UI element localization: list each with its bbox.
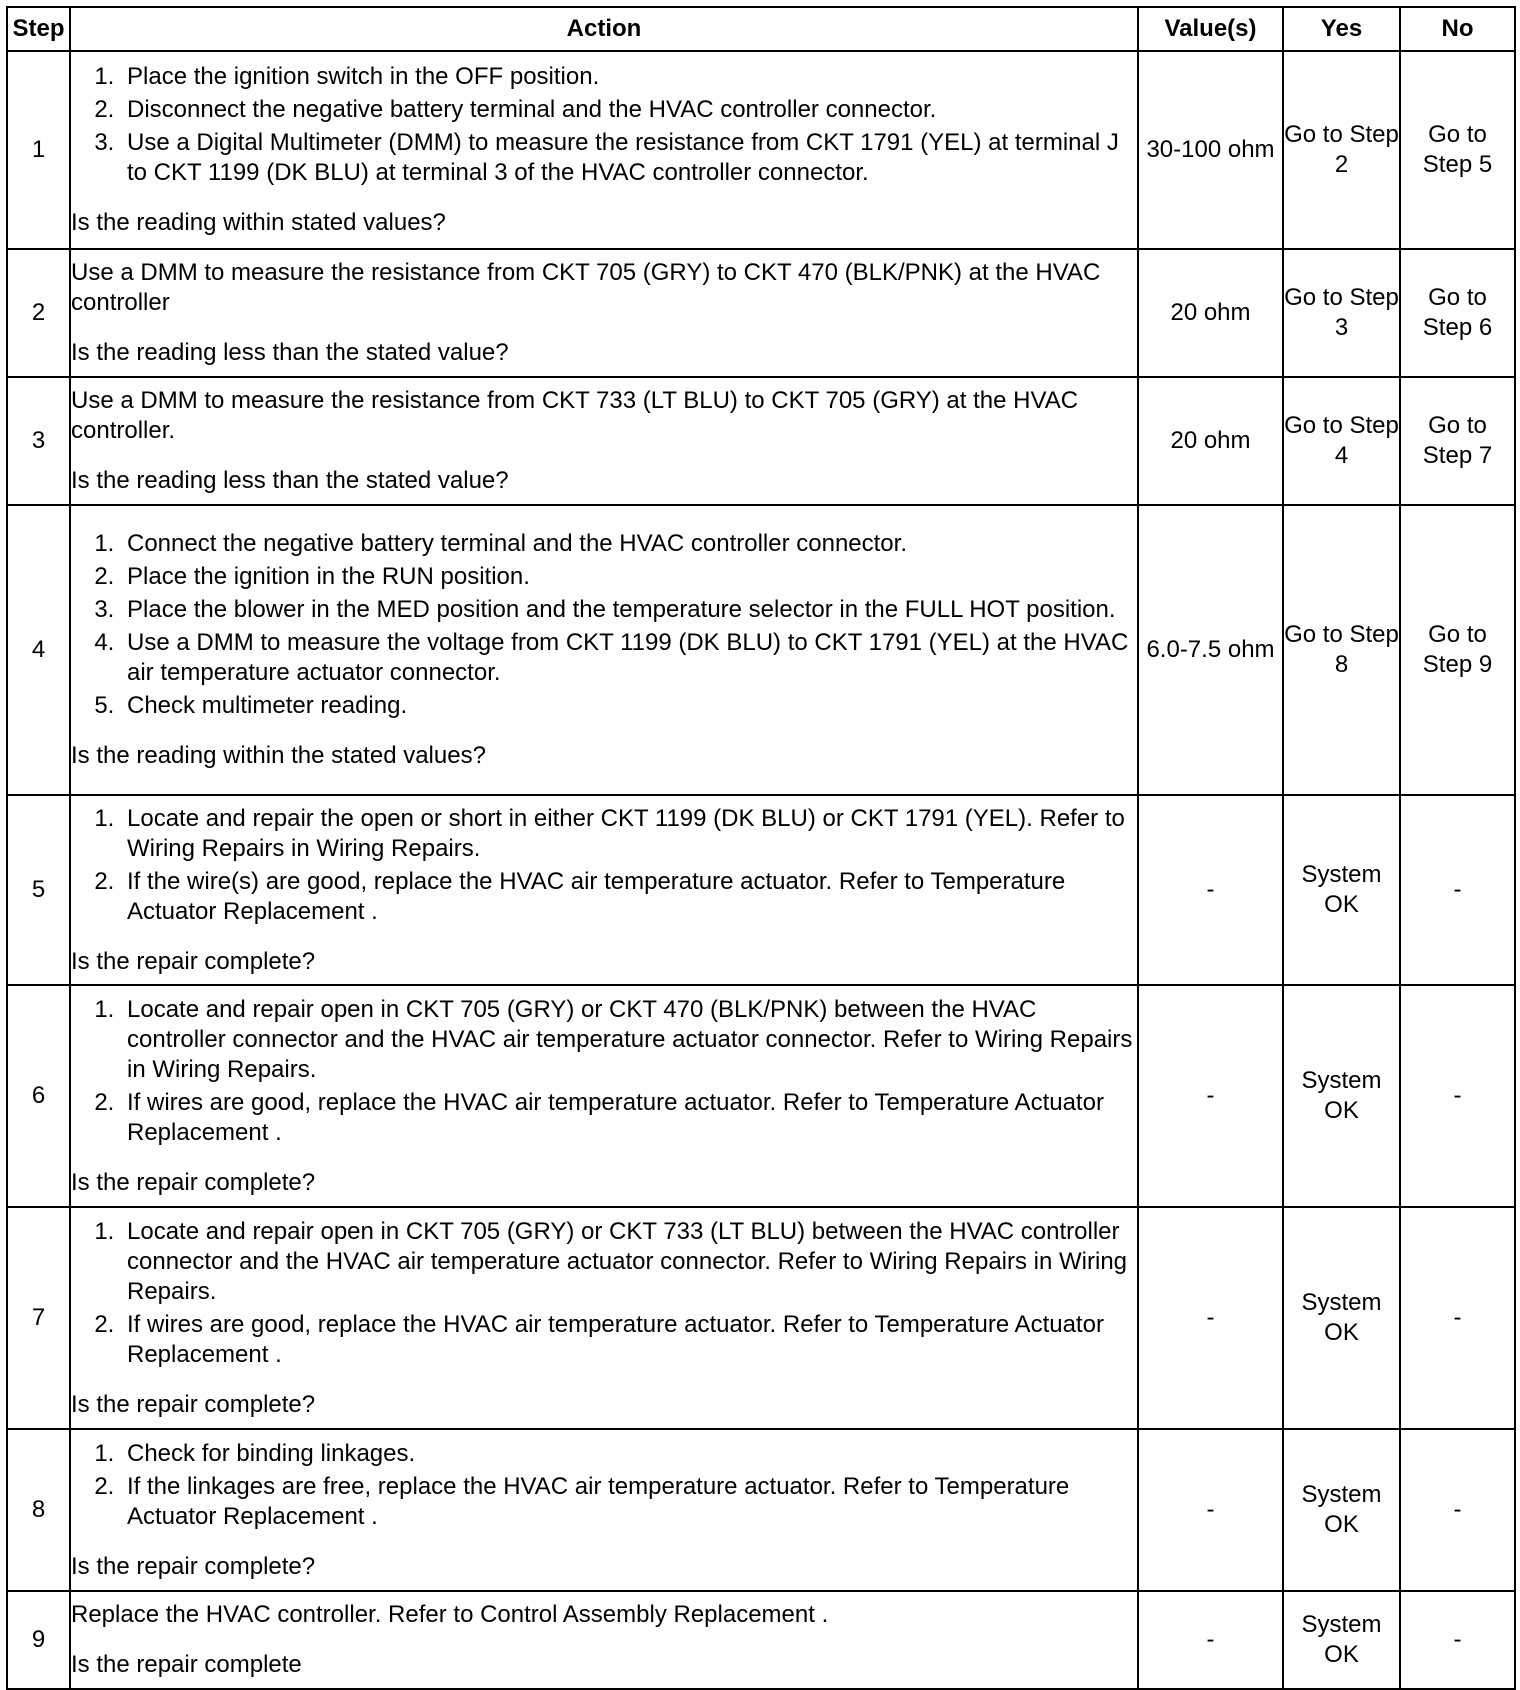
header-values: Value(s): [1138, 7, 1283, 51]
value-cell: 6.0-7.5 ohm: [1138, 505, 1283, 795]
diagnostic-table: [6, 6, 1516, 1690]
table-row: [7, 505, 1515, 795]
list-item: 2. If the linkages are free, replace the HVAC air temperature actuator. Refer to Temperature Actuator Replacement .: [121, 1472, 1137, 1532]
no-cell: [1400, 1207, 1515, 1429]
no-text: -: [1453, 1626, 1462, 1653]
list-item: 1. Locate and repair open in CKT 705 (GRY) or CKT 470 (BLK/PNK) between the HVAC controller connector and the HVAC air temperature actuator connector. Refer to Wiring Repairs in Wiring Repairs.: [121, 995, 1137, 1085]
no-cell: [1400, 1429, 1515, 1591]
step-number: 1: [7, 51, 70, 249]
question-text: Is the reading less than the stated value?: [71, 339, 509, 366]
list-item: 2. If wires are good, replace the HVAC air temperature actuator. Refer to Temperature Actuator Replacement .: [121, 1088, 1137, 1148]
action-cell: [70, 249, 1138, 377]
action-list: [71, 62, 1137, 188]
list-item: 2. Place the ignition in the RUN position.: [121, 562, 1137, 592]
yes-cell: [1283, 377, 1400, 505]
no-cell: [1400, 985, 1515, 1207]
header-no: No: [1400, 7, 1515, 51]
no-text: -: [1453, 1304, 1462, 1331]
value-cell: 20 ohm: [1138, 249, 1283, 377]
value-cell: -: [1138, 1207, 1283, 1429]
no-text: -: [1453, 1496, 1462, 1523]
action-text: Use a DMM to measure the resistance from CKT 705 (GRY) to CKT 470 (BLK/PNK) at the HVAC controller: [71, 259, 1101, 316]
step-number: 3: [7, 377, 70, 505]
table-row: [7, 249, 1515, 377]
action-list: [71, 1439, 1137, 1532]
value-cell: 20 ohm: [1138, 377, 1283, 505]
yes-text: Go to Step 4: [1284, 412, 1399, 469]
question-text: Is the repair complete?: [71, 947, 316, 975]
value-cell: -: [1138, 985, 1283, 1207]
table-row: [7, 1591, 1515, 1689]
action-cell: [70, 377, 1138, 505]
step-number: 6: [7, 985, 70, 1207]
yes-cell: [1283, 249, 1400, 377]
no-text: -: [1453, 1082, 1462, 1109]
table-row: [7, 377, 1515, 505]
yes-text: System OK: [1301, 1481, 1382, 1538]
list-item: 1. Check for binding linkages.: [121, 1439, 1137, 1469]
question-text: Is the reading within stated values?: [71, 209, 446, 236]
yes-cell: [1283, 1591, 1400, 1689]
yes-text: Go to Step 2: [1284, 121, 1399, 178]
list-item: 1. Place the ignition switch in the OFF position.: [121, 62, 1137, 92]
action-cell: [70, 505, 1138, 795]
step-number: 8: [7, 1429, 70, 1591]
yes-text: System OK: [1301, 1289, 1382, 1346]
yes-text: Go to Step 3: [1284, 284, 1399, 341]
no-text: Go to Step 5: [1422, 121, 1493, 178]
table-row: [7, 51, 1515, 249]
list-item: 3. Place the blower in the MED position and the temperature selector in the FULL HOT position.: [121, 595, 1137, 625]
yes-cell: [1283, 1429, 1400, 1591]
value-cell: 30-100 ohm: [1138, 51, 1283, 249]
yes-text: System OK: [1301, 1611, 1382, 1668]
value-cell: -: [1138, 795, 1283, 985]
no-text: Go to Step 6: [1422, 284, 1493, 341]
table-row: [7, 1429, 1515, 1591]
no-cell: [1400, 249, 1515, 377]
yes-text: System OK: [1301, 861, 1382, 918]
list-item: 1. Locate and repair open in CKT 705 (GRY) or CKT 733 (LT BLU) between the HVAC controller connector and the HVAC air temperature actuator connector. Refer to Wiring Repairs in Wiring Repairs.: [121, 1217, 1137, 1307]
action-cell: [70, 1429, 1138, 1591]
yes-text: Go to Step 8: [1284, 621, 1399, 678]
no-cell: [1400, 1591, 1515, 1689]
yes-cell: [1283, 795, 1400, 985]
no-text: Go to Step 9: [1422, 621, 1493, 678]
question-text: Is the repair complete: [71, 1651, 302, 1678]
question-text: Is the reading less than the stated value?: [71, 467, 509, 494]
value-cell: -: [1138, 1429, 1283, 1591]
step-number: 5: [7, 795, 70, 985]
step-number: 4: [7, 505, 70, 795]
list-item: 5. Check multimeter reading.: [121, 691, 1137, 721]
header-step: Step: [7, 7, 70, 51]
yes-text: System OK: [1301, 1067, 1382, 1124]
table-row: [7, 1207, 1515, 1429]
step-number: 2: [7, 249, 70, 377]
step-number: 7: [7, 1207, 70, 1429]
action-text: Use a DMM to measure the resistance from CKT 733 (LT BLU) to CKT 705 (GRY) at the HVAC controller.: [71, 387, 1079, 444]
no-cell: [1400, 795, 1515, 985]
question-text: Is the reading within the stated values?: [71, 742, 486, 769]
action-cell: [70, 1207, 1138, 1429]
question-text: Is the repair complete?: [71, 1552, 316, 1580]
list-item: 3. Use a Digital Multimeter (DMM) to measure the resistance from CKT 1791 (YEL) at terminal J to CKT 1199 (DK BLU) at terminal 3 of the HVAC controller connector.: [121, 128, 1137, 188]
yes-cell: [1283, 505, 1400, 795]
no-cell: [1400, 505, 1515, 795]
no-cell: [1400, 377, 1515, 505]
action-text: Replace the HVAC controller. Refer to Control Assembly Replacement .: [71, 1601, 829, 1628]
list-item: 1. Locate and repair the open or short in either CKT 1199 (DK BLU) or CKT 1791 (YEL). Refer to Wiring Repairs in Wiring Repairs.: [121, 804, 1137, 864]
yes-cell: [1283, 985, 1400, 1207]
question-text: Is the repair complete?: [71, 1168, 316, 1196]
header-yes: Yes: [1283, 7, 1400, 51]
question-text: Is the repair complete?: [71, 1390, 316, 1418]
list-item: 4. Use a DMM to measure the voltage from CKT 1199 (DK BLU) to CKT 1791 (YEL) at the HVAC air temperature actuator connector.: [121, 628, 1137, 688]
action-cell: [70, 1591, 1138, 1689]
action-cell: [70, 985, 1138, 1207]
action-list: [71, 1217, 1137, 1370]
step-number: 9: [7, 1591, 70, 1689]
table-header-row: [7, 7, 1515, 51]
list-item: 2. If the wire(s) are good, replace the HVAC air temperature actuator. Refer to Temperature Actuator Replacement .: [121, 867, 1137, 927]
action-list: [71, 529, 1137, 721]
list-item: 2. If wires are good, replace the HVAC air temperature actuator. Refer to Temperature Actuator Replacement .: [121, 1310, 1137, 1370]
list-item: 1. Connect the negative battery terminal and the HVAC controller connector.: [121, 529, 1137, 559]
list-item: 2. Disconnect the negative battery terminal and the HVAC controller connector.: [121, 95, 1137, 125]
value-cell: -: [1138, 1591, 1283, 1689]
action-cell: [70, 795, 1138, 985]
header-action: Action: [70, 7, 1138, 51]
yes-cell: [1283, 1207, 1400, 1429]
action-cell: [70, 51, 1138, 249]
yes-cell: [1283, 51, 1400, 249]
table-row: [7, 985, 1515, 1207]
no-text: -: [1453, 876, 1462, 903]
action-list: [71, 995, 1137, 1148]
no-text: Go to Step 7: [1422, 412, 1493, 469]
no-cell: [1400, 51, 1515, 249]
table-row: [7, 795, 1515, 985]
action-list: [71, 804, 1137, 927]
